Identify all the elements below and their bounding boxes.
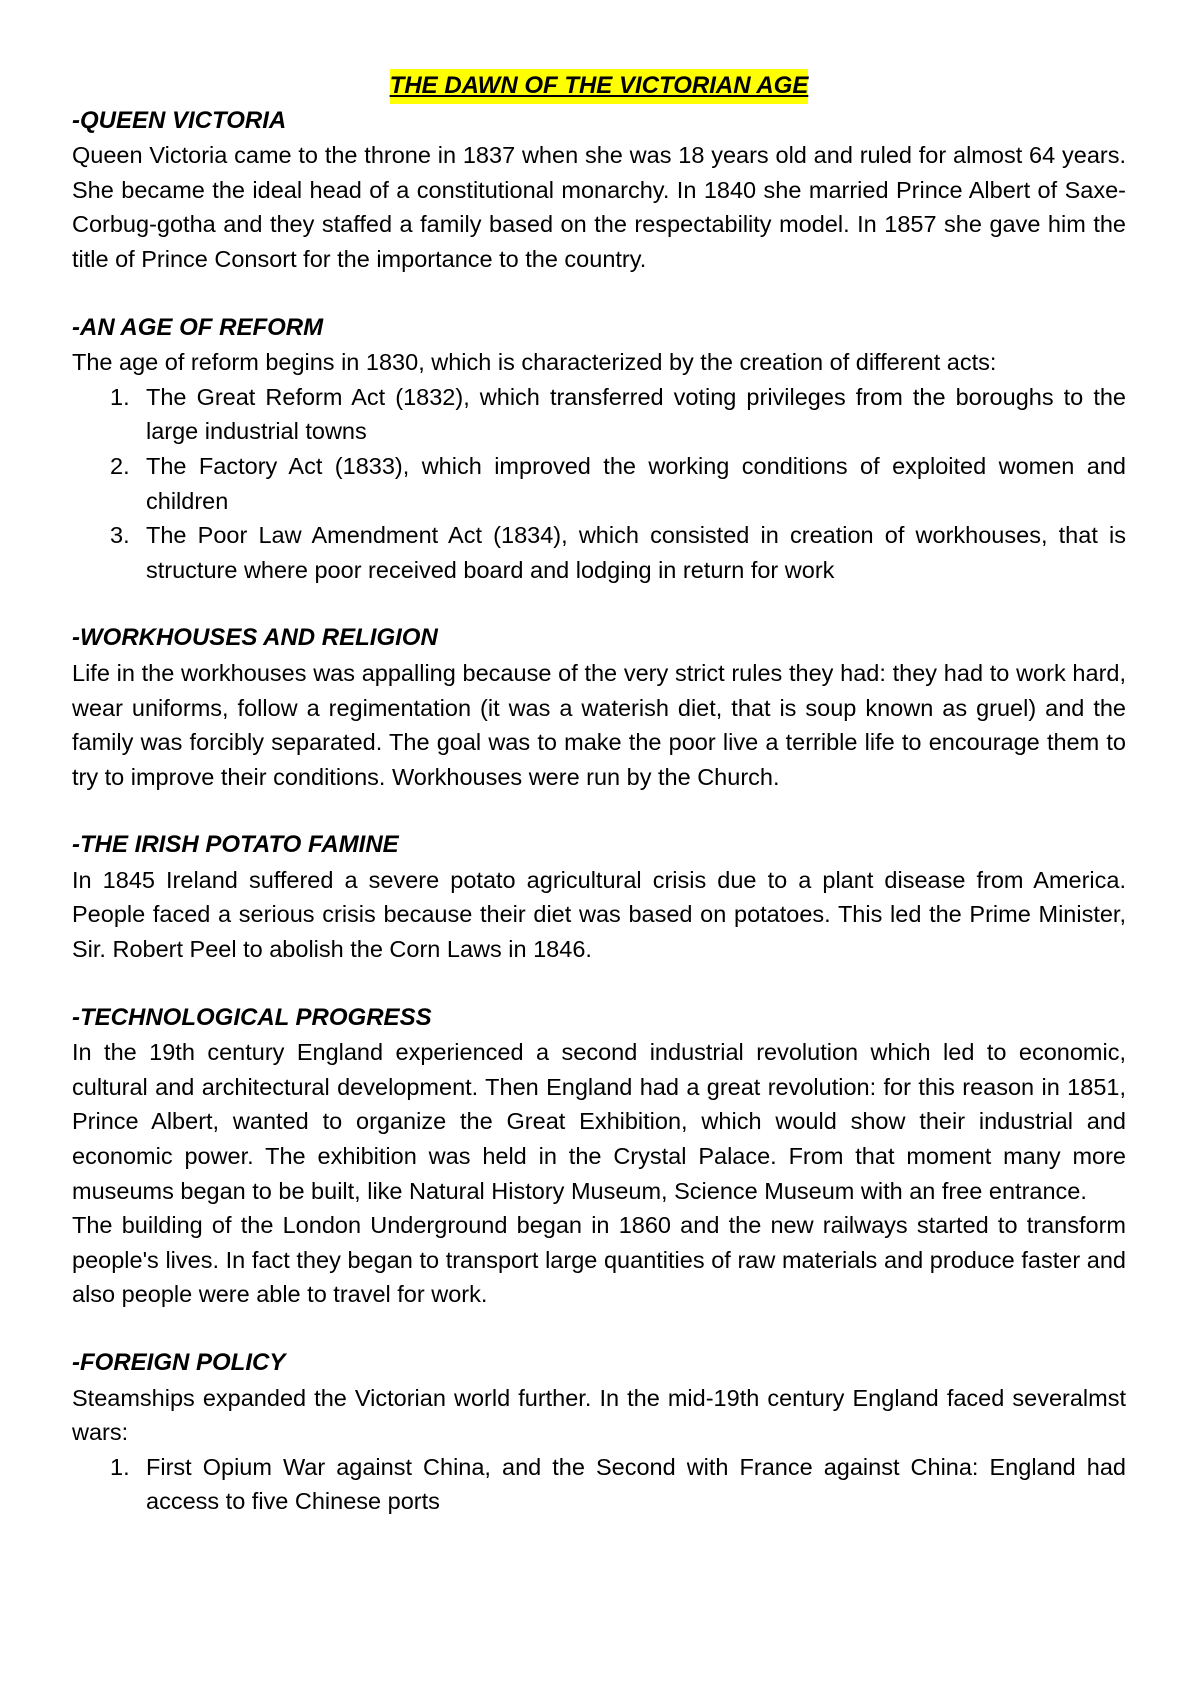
section-irish-potato-famine (72, 828, 1126, 966)
section-paragraph: In the 19th century England experienced a second industrial revolution which led to economic, cultural and architectural development. Then England had a great revolution: for this reason in 1851, Prince Albert, wanted to organize the Great Exhibition, which would show their industrial and economic power. The exhibition was held in the Crystal Palace. From that moment many more museums began to be built, like Natural History Museum, Science Museum with an free entrance. (72, 1039, 1126, 1204)
section-technological-progress (72, 1001, 1126, 1312)
section-paragraph: The age of reform begins in 1830, which is characterized by the creation of different acts: (72, 349, 997, 376)
section-workhouses-religion (72, 621, 1126, 794)
title-wrap (72, 68, 1126, 104)
section-paragraph: Queen Victoria came to the throne in 1837 when she was 18 years old and ruled for almost 64 years. She became the ideal head of a constitutional monarchy. In 1840 she married Prince Albert of Saxe-Corbug-gotha and they staffed a family based on the respectability model. In 1857 she gave him the title of Prince Consort for the importance to the country. (72, 142, 1126, 272)
section-paragraph: Life in the workhouses was appalling because of the very strict rules they had: they had to work hard, wear uniforms, follow a regimentation (it was a waterish diet, that is soup known as gruel) and the family was forcibly separated. The goal was to make the poor live a terrible life to encourage them to try to improve their conditions. Workhouses were run by the Church. (72, 659, 1126, 790)
section-heading: -THE IRISH POTATO FAMINE (72, 831, 399, 859)
numbered-list (72, 380, 1126, 588)
list-number: 1. (110, 1453, 130, 1480)
section-queen-victoria (72, 104, 1126, 277)
list-item (72, 449, 1126, 518)
list-item (72, 1450, 1126, 1519)
list-number: 3. (110, 522, 130, 549)
list-item-text: The Poor Law Amendment Act (1834), which consisted in creation of workhouses, that is structure where poor received board and lodging in return for work (146, 522, 1126, 583)
numbered-list (72, 1450, 1126, 1519)
section-heading: -AN AGE OF REFORM (72, 313, 324, 341)
section-age-of-reform (72, 311, 1126, 588)
list-number: 2. (110, 452, 130, 479)
section-paragraph: The building of the London Underground began in 1860 and the new railways started to transform people's lives. In fact they began to transport large quantities of raw materials and produce faster and also people were able to travel for work. (72, 1212, 1126, 1308)
section-heading: -FOREIGN POLICY (72, 1349, 286, 1376)
section-heading: -QUEEN VICTORIA (72, 106, 287, 134)
section-paragraph: Steamships expanded the Victorian world further. In the mid-19th century England faced severalmst wars: (72, 1384, 1126, 1446)
list-number: 1. (110, 383, 130, 410)
list-item-text: First Opium War against China, and the Second with France against China: England had access to five Chinese ports (146, 1453, 1126, 1515)
list-item-text: The Great Reform Act (1832), which transferred voting privileges from the boroughs to the large industrial towns (146, 383, 1126, 445)
section-heading: -TECHNOLOGICAL PROGRESS (72, 1003, 432, 1031)
section-foreign-policy (72, 1346, 1126, 1519)
document-title: THE DAWN OF THE VICTORIAN AGE (390, 69, 809, 104)
list-item (72, 518, 1126, 587)
list-item (72, 380, 1126, 449)
section-heading: -WORKHOUSES AND RELIGION (72, 624, 438, 652)
list-item-text: The Factory Act (1833), which improved the working conditions of exploited women and children (146, 452, 1126, 514)
section-paragraph: In 1845 Ireland suffered a severe potato agricultural crisis due to a plant disease from America. People faced a serious crisis because their diet was based on potatoes. This led the Prime Minister, Sir. Robert Peel to abolish the Corn Laws in 1846. (72, 866, 1126, 963)
